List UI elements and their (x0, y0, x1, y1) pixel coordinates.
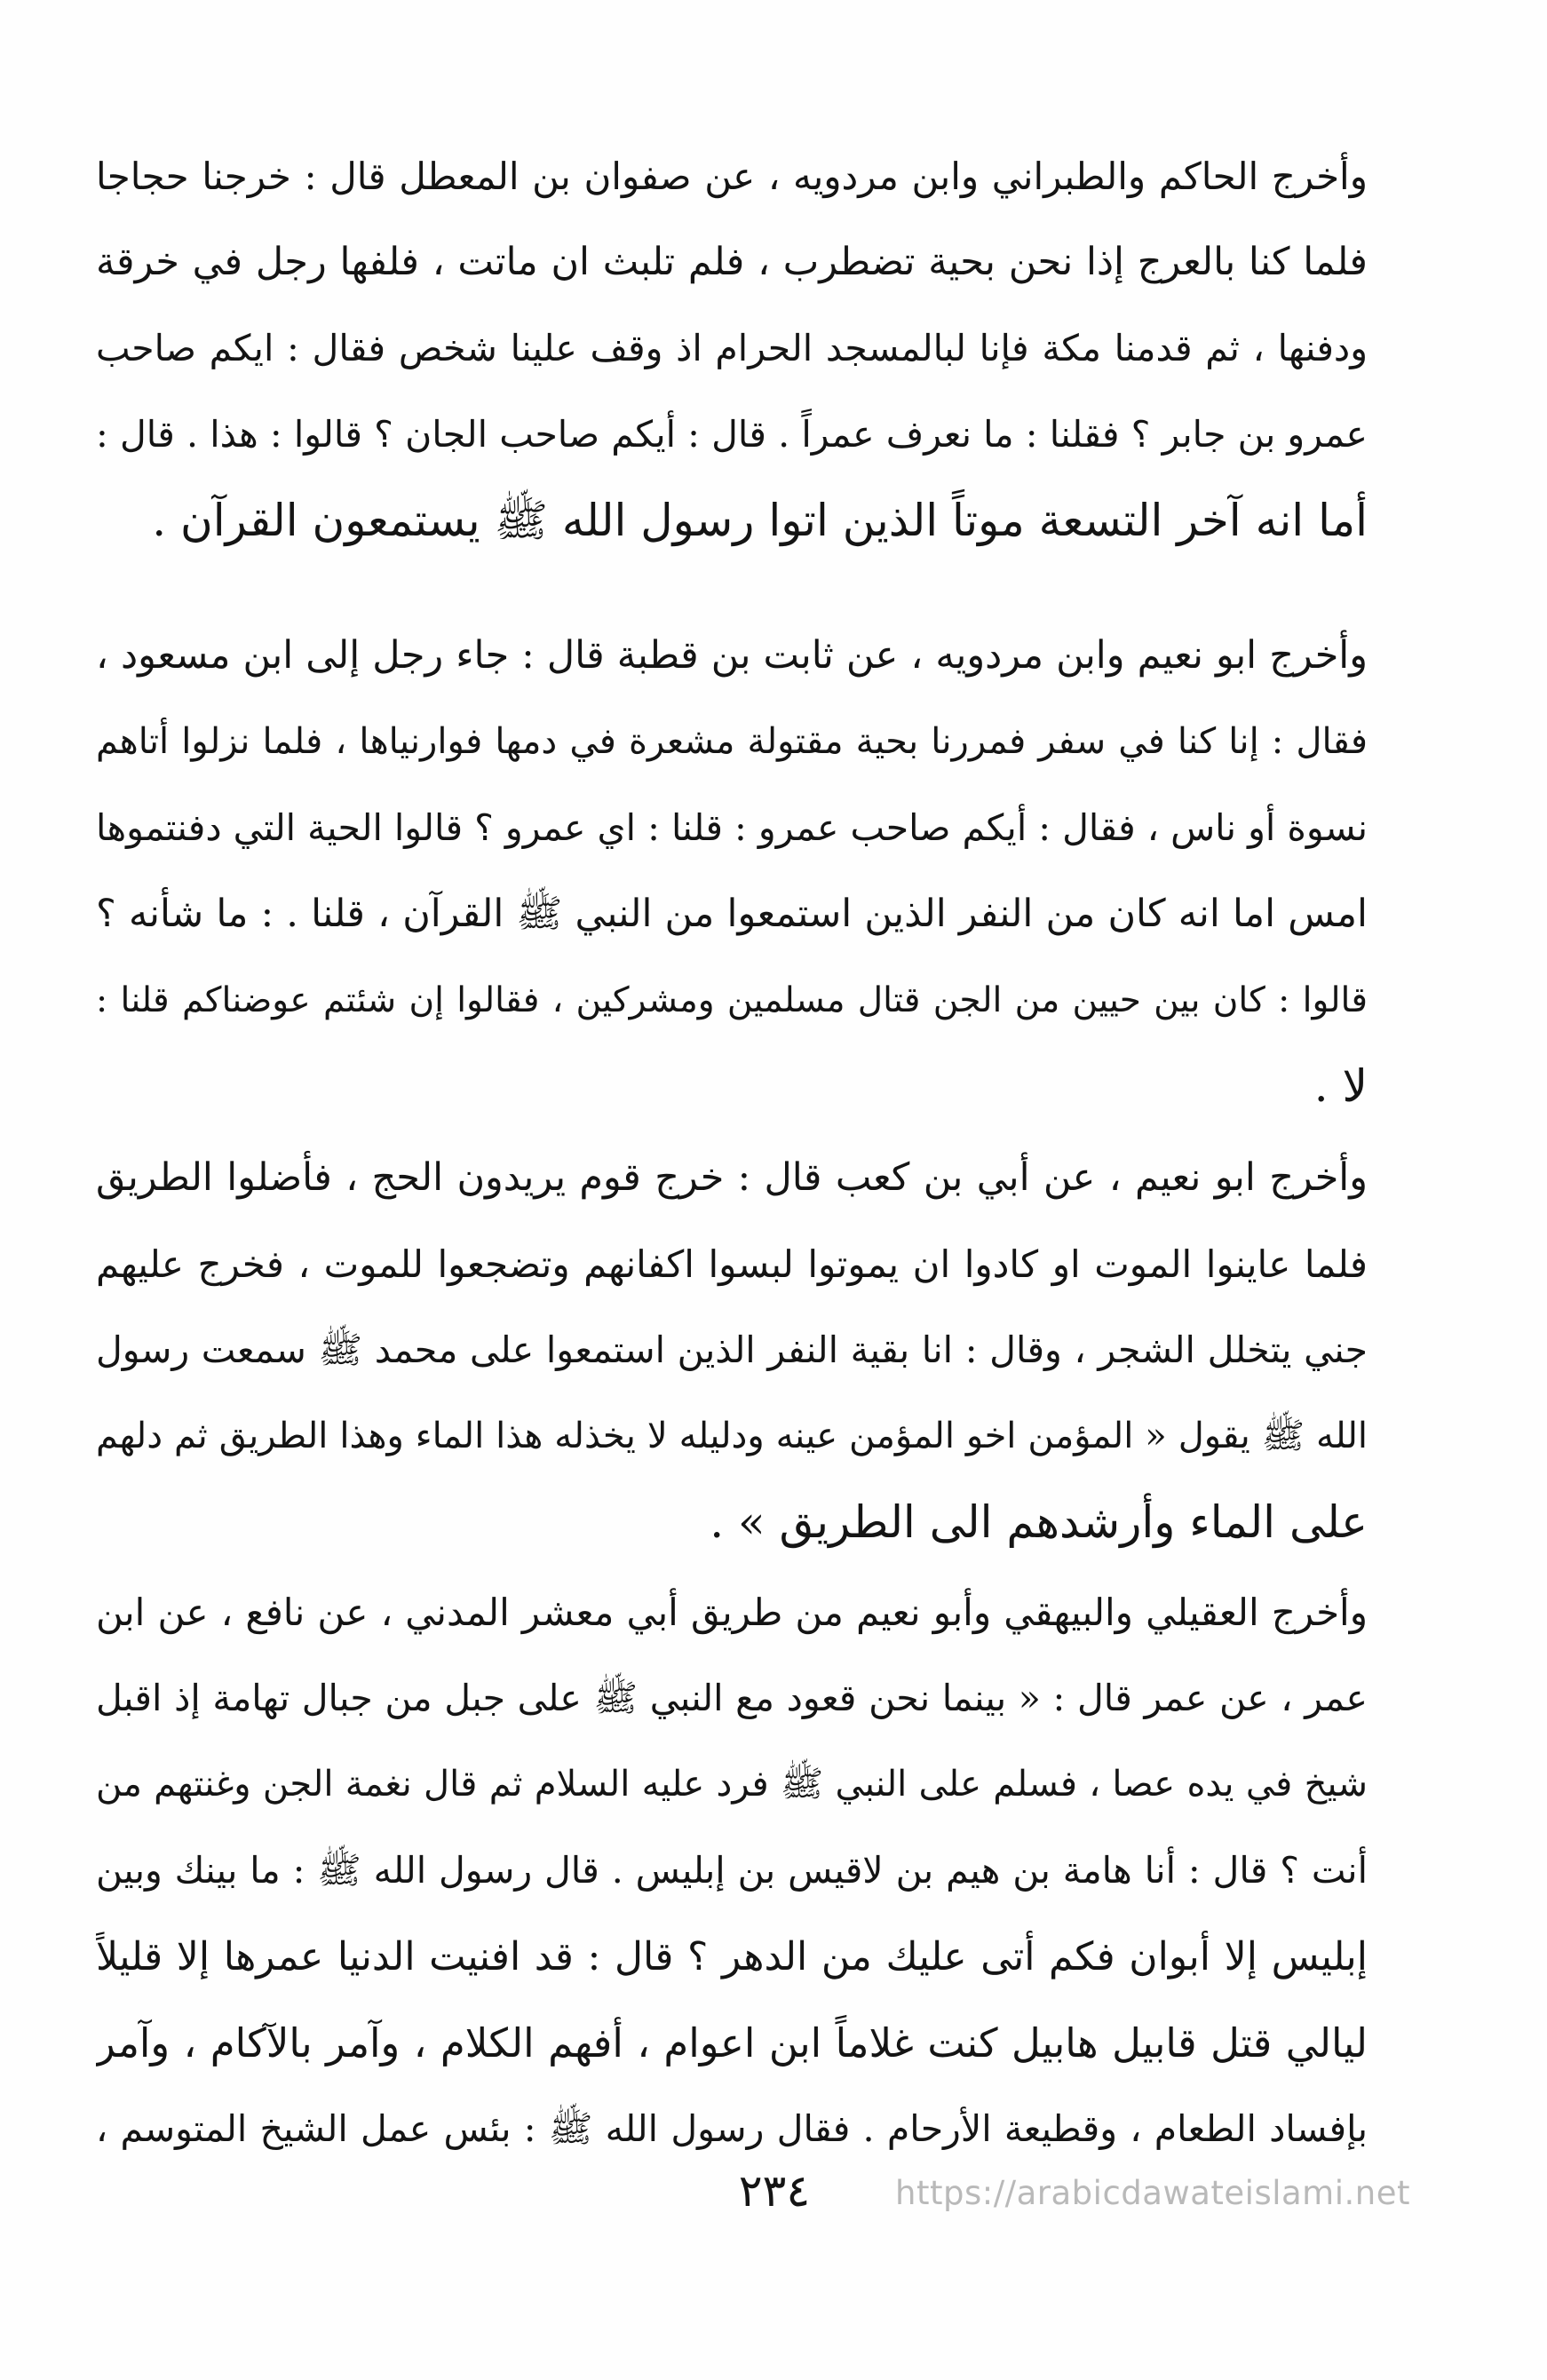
paragraph-3 (96, 1135, 1368, 1566)
text-line: قالوا : كان بين حيين من الجن قتال مسلمين ومشركين ، فقالوا إن شئتم عوضناكم قلنا : (96, 980, 1368, 1020)
text-line: أنت ؟ قال : أنا هامة بن هيم بن لاقيس بن إبليس . قال رسول الله ﷺ : ما بينك وبين (96, 1849, 1368, 1892)
text-line: وأخرج العقيلي والبيهقي وأبو نعيم من طريق أبي معشر المدني ، عن نافع ، عن ابن (96, 1591, 1368, 1634)
paragraph-4 (96, 1569, 1368, 2172)
text-line: إبليس إلا أبوان فكم أتى عليك من الدهر ؟ قال : قد افنيت الدنيا عمرها إلا قليلاً (96, 1934, 1368, 1979)
text-line: عمرو بن جابر ؟ فقلنا : ما نعرف عمراً . قال : أيكم صاحب الجان ؟ قالوا : هذا . قال : (96, 413, 1368, 456)
text-line: بإفساد الطعام ، وقطيعة الأرحام . فقال رسول الله ﷺ : بئس عمل الشيخ المتوسم ، (96, 2107, 1368, 2150)
text-line: فقال : إنا كنا في سفر فمررنا بحية مقتولة مشعرة في دمها فوارنياها ، فلما نزلوا أتاهم (96, 721, 1368, 762)
text-line: شيخ في يده عصا ، فسلم على النبي ﷺ فرد عليه السلام ثم قال نغمة الجن وغنتهم من (96, 1764, 1368, 1805)
text-line: فلما كنا بالعرج إذا نحن بحية تضطرب ، فلم تلبث ان ماتت ، فلفها رجل في خرقة (96, 240, 1368, 284)
page-number: ٢٣٤ (738, 2165, 811, 2217)
text-line: جني يتخلل الشجر ، وقال : انا بقية النفر الذين استمعوا على محمد ﷺ سمعت رسول (96, 1329, 1368, 1371)
text-line: امس اما انه كان من النفر الذين استمعوا من النبي ﷺ القرآن ، قلنا . : ما شأنه ؟ (96, 892, 1368, 936)
paragraph-2 (96, 613, 1368, 1130)
text-line: وأخرج الحاكم والطبراني وابن مردويه ، عن صفوان بن المعطل قال : خرجنا حجاجا (96, 155, 1368, 198)
text-line: الله ﷺ يقول « المؤمن اخو المؤمن عينه ودليله لا يخذله هذا الماء وهذا الطريق ثم دلهم (96, 1416, 1368, 1456)
watermark-url: https://arabicdawateislami.net (895, 2174, 1410, 2212)
text-line: فلما عاينوا الموت او كادوا ان يموتوا لبسوا اكفانهم وتضجعوا للموت ، فخرج عليهم (96, 1242, 1368, 1286)
paragraph-1 (96, 133, 1368, 564)
text-line: لا . (1313, 1060, 1368, 1112)
text-line: عمر ، عن عمر قال : « بينما نحن قعود مع النبي ﷺ على جبل من جبال تهامة إذ اقبل (96, 1677, 1368, 1719)
text-line: أما انه آخر التسعة موتاً الذين اتوا رسول الله ﷺ يستمعون القرآن . (152, 495, 1368, 546)
text-line: وأخرج ابو نعيم ، عن أبي بن كعب قال : خرج قوم يريدون الحج ، فأضلوا الطريق (96, 1155, 1368, 1200)
text-line: وأخرج ابو نعيم وابن مردويه ، عن ثابت بن قطبة قال : جاء رجل إلى ابن مسعود ، (96, 633, 1368, 678)
page-footer (0, 2160, 1547, 2222)
text-line: ليالي قتل قابيل هابيل كنت غلاماً ابن اعوام ، أفهم الكلام ، وآمر بالآكام ، وآمر (96, 2019, 1368, 2067)
text-line: نسوة أو ناس ، فقال : أيكم صاحب عمرو : قلنا : اي عمرو ؟ قالوا الحية التي دفنتموها (96, 806, 1368, 849)
text-line: على الماء وأرشدهم الى الطريق » . (710, 1496, 1368, 1548)
text-line: ودفنها ، ثم قدمنا مكة فإنا لبالمسجد الحرام اذ وقف علينا شخص فقال : ايكم صاحب (96, 327, 1368, 369)
